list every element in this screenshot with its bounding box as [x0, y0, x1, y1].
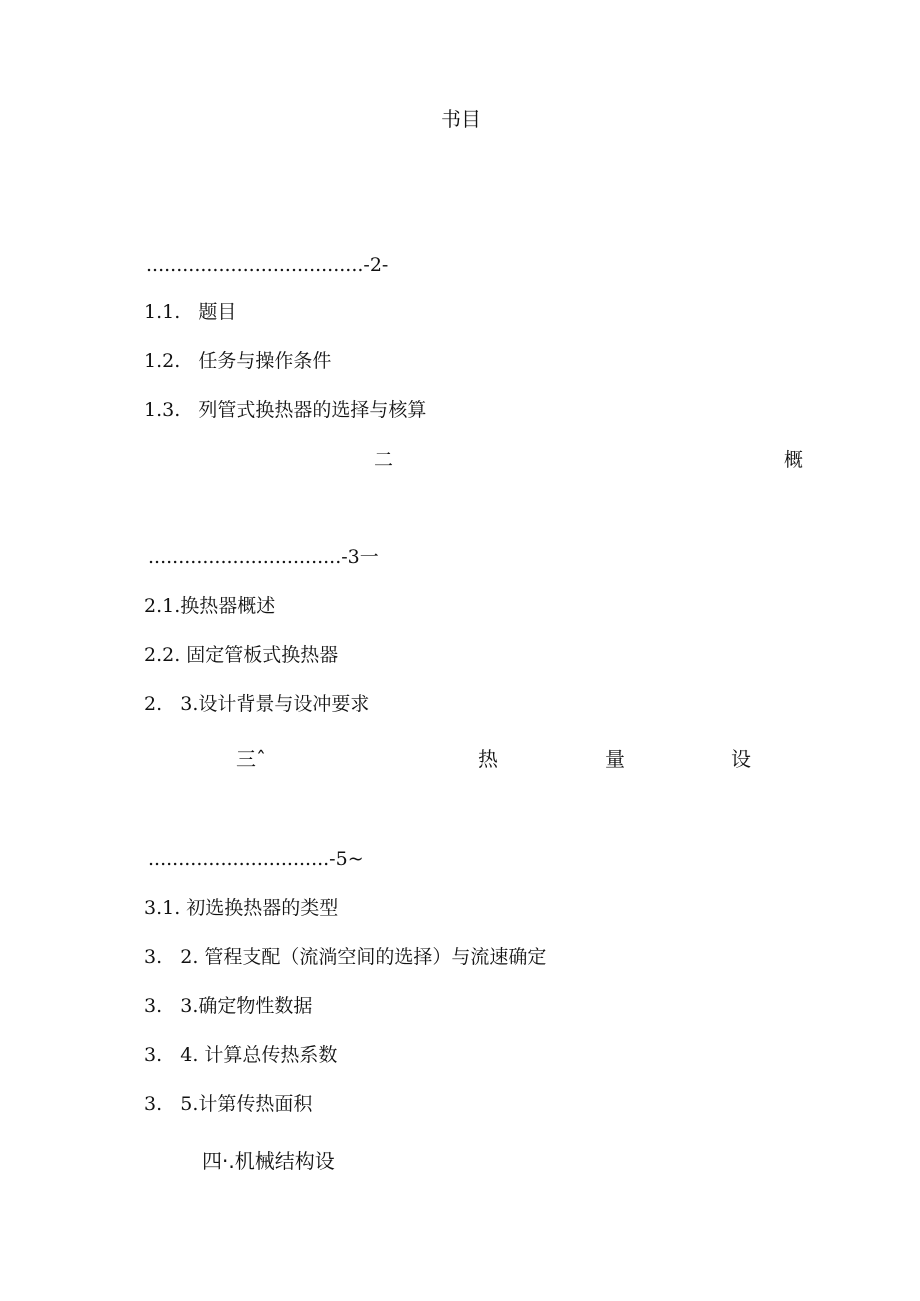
toc-chapter-3-part-b: 热	[478, 747, 498, 771]
toc-item-1-2: 1.2. 任务与操作条件	[144, 350, 332, 372]
toc-item-3-2: 3. 2. 管程支配（流淌空间的选择）与流速确定	[144, 946, 547, 968]
toc-chapter-3-part-a: 三ˆ	[236, 747, 266, 771]
toc-item-1-1: 1.1. 题目	[144, 301, 237, 323]
toc-dots-ch3: ..............................-5~	[148, 848, 364, 870]
toc-chapter-4: 四·.机械结构设	[202, 1149, 335, 1173]
toc-item-3-3: 3. 3.确定物性数据	[144, 995, 313, 1017]
toc-dots-ch2: ................................-3一	[148, 546, 379, 568]
toc-item-1-3: 1.3. 列管式换热器的选择与核算	[144, 399, 427, 421]
toc-item-2-2: 2.2. 固定管板式换热器	[144, 644, 339, 666]
toc-chapter-2-part-b: 概	[784, 449, 804, 471]
toc-chapter-3-part-c: 量	[605, 747, 625, 771]
toc-item-2-1: 2.1.换热器概述	[144, 595, 276, 617]
toc-item-3-4: 3. 4. 计算总传热系数	[144, 1044, 338, 1066]
toc-dots-ch1: ....................................-2-	[146, 254, 389, 276]
toc-chapter-2-part-a: 二	[374, 449, 394, 471]
page-title: 书目	[441, 107, 481, 131]
toc-chapter-3-part-d: 设	[731, 747, 751, 771]
toc-item-2-3: 2. 3.设计背景与设冲要求	[144, 693, 370, 715]
toc-item-3-1: 3.1. 初选换热器的类型	[144, 897, 339, 919]
toc-item-3-5: 3. 5.计第传热面积	[144, 1093, 313, 1115]
